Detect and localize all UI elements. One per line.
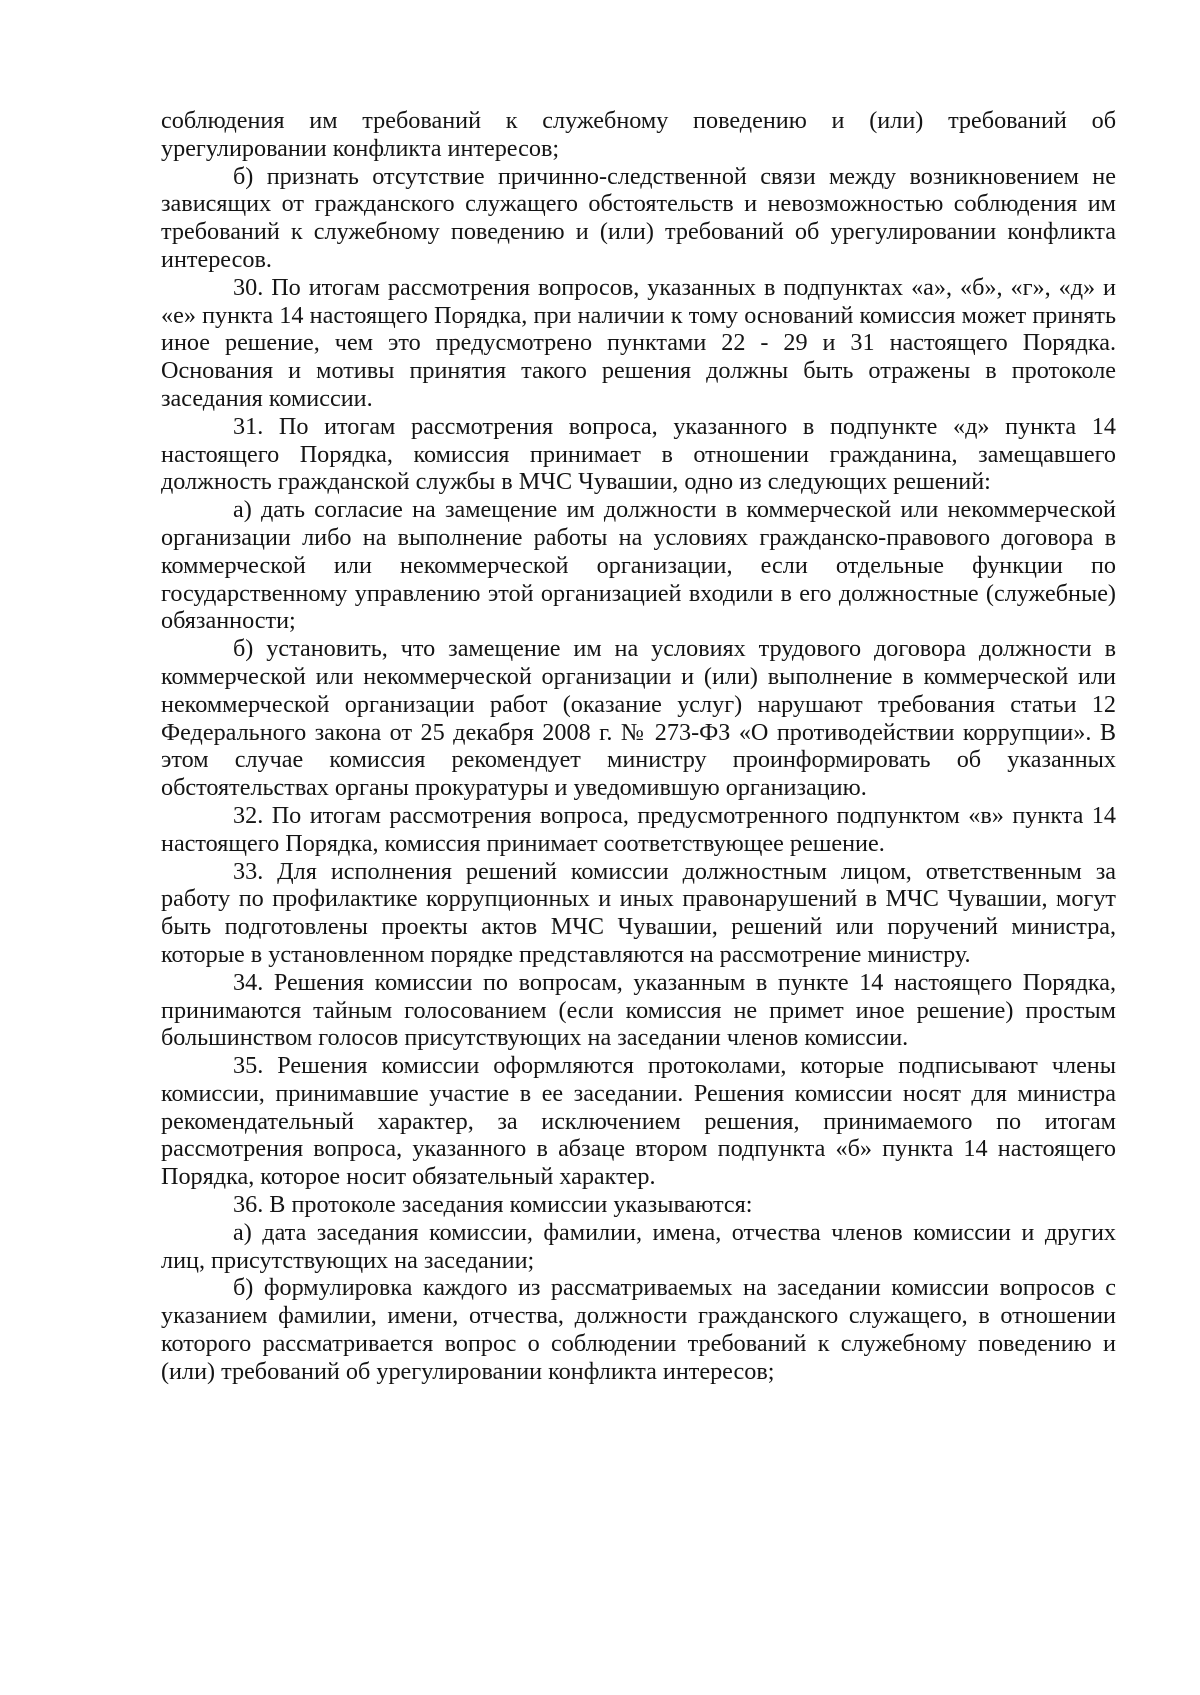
- paragraph-36-b: б) формулировка каждого из рассматриваемых на заседании комиссии вопросов с указанием фамилии, имени, отчества, должности гражданского служащего, в отношении которого рассматривается вопрос о соблюдении требований к служебному поведению и (или) требований об урегулировании конфликта интересов;: [161, 1274, 1116, 1385]
- document-body: [161, 107, 1116, 1386]
- paragraph-36-a: а) дата заседания комиссии, фамилии, имена, отчества членов комиссии и других лиц, присутствующих на заседании;: [161, 1218, 1116, 1274]
- paragraph-35: 35. Решения комиссии оформляются протоколами, которые подписывают члены комиссии, принимавшие участие в ее заседании. Решения комиссии носят для министра рекомендательный характер, за исключением решения, принимаемого по итогам рассмотрения вопроса, указанного в абзаце втором подпункта «б» пункта 14 настоящего Порядка, которое носит обязательный характер.: [161, 1052, 1116, 1191]
- paragraph-32: 32. По итогам рассмотрения вопроса, предусмотренного подпунктом «в» пункта 14 настоящего Порядка, комиссия принимает соответствующее решение.: [161, 801, 1116, 857]
- paragraph-31-a: а) дать согласие на замещение им должности в коммерческой или некоммерческой организации либо на выполнение работы на условиях гражданско-правового договора в коммерческой или некоммерческой организации, если отдельные функции по государственному управлению этой организацией входили в его должностные (служебные) обязанности;: [161, 496, 1116, 635]
- paragraph-31-b: б) установить, что замещение им на условиях трудового договора должности в коммерческой или некоммерческой организации и (или) выполнение в коммерческой или некоммерческой организации работ (оказание услуг) нарушают требования статьи 12 Федерального закона от 25 декабря 2008 г. № 273-ФЗ «О противодействии коррупции». В этом случае комиссия рекомендует министру проинформировать об указанных обстоятельствах органы прокуратуры и уведомившую организацию.: [161, 635, 1116, 802]
- paragraph-30: 30. По итогам рассмотрения вопросов, указанных в подпунктах «а», «б», «г», «д» и «е» пункта 14 настоящего Порядка, при наличии к тому оснований комиссия может принять иное решение, чем это предусмотрено пунктами 22 - 29 и 31 настоящего Порядка. Основания и мотивы принятия такого решения должны быть отражены в протоколе заседания комиссии.: [161, 273, 1116, 412]
- paragraph-continuation: соблюдения им требований к служебному поведению и (или) требований об урегулировании конфликта интересов;: [161, 107, 1116, 162]
- paragraph-29-b: б) признать отсутствие причинно-следственной связи между возникновением не зависящих от гражданского служащего обстоятельств и невозможностью соблюдения им требований к служебному поведению и (или) требований об урегулировании конфликта интересов.: [161, 162, 1116, 273]
- paragraph-33: 33. Для исполнения решений комиссии должностным лицом, ответственным за работу по профилактике коррупционных и иных правонарушений в МЧС Чувашии, могут быть подготовлены проекты актов МЧС Чувашии, решений или поручений министра, которые в установленном порядке представляются на рассмотрение министру.: [161, 857, 1116, 968]
- paragraph-36: 36. В протоколе заседания комиссии указываются:: [233, 1191, 753, 1219]
- paragraph-34: 34. Решения комиссии по вопросам, указанным в пункте 14 настоящего Порядка, принимаются тайным голосованием (если комиссия не примет иное решение) простым большинством голосов присутствующих на заседании членов комиссии.: [161, 968, 1116, 1052]
- paragraph-31: 31. По итогам рассмотрения вопроса, указанного в подпункте «д» пункта 14 настоящего Порядка, комиссия принимает в отношении гражданина, замещавшего должность гражданской службы в МЧС Чувашии, одно из следующих решений:: [161, 412, 1116, 496]
